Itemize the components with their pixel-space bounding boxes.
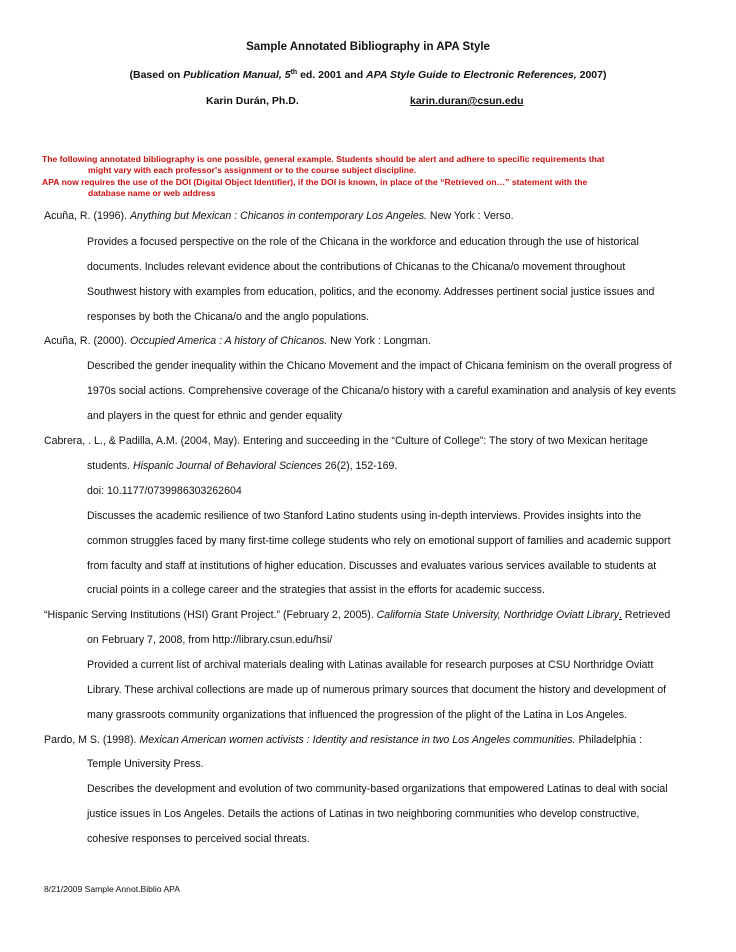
citation-line: Cabrera, . L., & Padilla, A.M. (2004, May). Entering and succeeding in the “Culture of College”: The story of two Mexican heritage bbox=[44, 435, 648, 447]
annotation-line: Discusses the academic resilience of two Stanford Latino students using in-depth interviews. Provides insights into the bbox=[87, 510, 642, 522]
annotation-line: responses by both the Chicana/o and the anglo populations. bbox=[87, 311, 370, 323]
citation-line bbox=[44, 734, 642, 747]
annotation-line: from faculty and staff at institutions of higher education. Discusses and evaluates various services available to students at bbox=[87, 560, 657, 572]
author-name: Karin Durán, Ph.D. bbox=[206, 95, 299, 107]
citation-title: Hispanic Journal of Behavioral Sciences bbox=[132, 460, 322, 472]
subtitle-middle: ed. 2001 and bbox=[297, 69, 367, 81]
page-footer: 8/21/2009 Sample Annot.Biblio APA bbox=[44, 884, 181, 894]
citation-line bbox=[87, 460, 397, 473]
citation-line: Temple University Press. bbox=[87, 758, 204, 770]
annotation-line: Southwest history with examples from education, politics, and the economy. Addresses pertinent social justice issues and bbox=[87, 286, 655, 298]
citation-line bbox=[44, 335, 431, 348]
subtitle-superscript: th bbox=[290, 69, 298, 76]
page-subtitle bbox=[0, 69, 736, 81]
notice-line: APA now requires the use of the DOI (Digital Object Identifier), if the DOI is known, in place of the “Retrieved on…” statement with the bbox=[42, 177, 588, 187]
subtitle-guide: APA Style Guide to Electronic References, bbox=[366, 69, 577, 81]
citation-text: Retrieved bbox=[621, 609, 671, 621]
annotation-line: many grassroots community organizations that influenced the progression of the plight of the Latina in Los Angeles. bbox=[87, 709, 628, 721]
annotation-line: justice issues in Los Angeles. Details the actions of Latinas in two neighboring communities who develop constructive, bbox=[87, 808, 640, 820]
citation-title: California State University, Northridge Oviatt Library bbox=[376, 609, 620, 621]
annotation-line: Describes the development and evolution of two community-based organizations that empowered Latinas to deal with social bbox=[87, 783, 668, 795]
author-email-link[interactable]: karin.duran@csun.edu bbox=[410, 95, 524, 107]
annotation-line: crucial points in a college career and the strategies that assist in the efforts for academic success. bbox=[87, 584, 545, 596]
annotation-line: 1970s social actions. Comprehensive coverage of the Chicana/o history with a careful examination and analysis of key events bbox=[87, 385, 676, 397]
citation-text: Acuña, R. (1996). bbox=[44, 210, 130, 222]
citation-text: “Hispanic Serving Institutions (HSI) Grant Project.” (February 2, 2005). bbox=[44, 609, 377, 621]
subtitle-prefix: (Based on bbox=[129, 69, 184, 81]
subtitle-manual: Publication Manual, 5 bbox=[183, 69, 291, 81]
notice-line-continued: database name or web address bbox=[88, 188, 216, 198]
citation-text: Pardo, M S. (1998). bbox=[44, 734, 140, 746]
citation-text: New York : Verso. bbox=[426, 210, 514, 222]
citation-line bbox=[44, 210, 514, 223]
notice-line: The following annotated bibliography is one possible, general example. Students should be alert and adhere to specific requirements that bbox=[42, 154, 605, 164]
citation-text: Philadelphia : bbox=[575, 734, 643, 746]
annotation-line: Provides a focused perspective on the role of the Chicana in the workforce and education through the use of historical bbox=[87, 236, 639, 248]
annotation-line: Library. These archival collections are made up of numerous primary sources that document the history and development of bbox=[87, 684, 667, 696]
citation-title: Occupied America : A history of Chicanos. bbox=[129, 335, 328, 347]
annotation-line: documents. Includes relevant evidence about the contributions of Chicanas to the Chicana/o movement throughout bbox=[87, 261, 626, 273]
citation-url: on February 7, 2008, from http://library.csun.edu/hsi/ bbox=[87, 634, 333, 646]
annotation-line: and players in the quest for ethnic and gender equality bbox=[87, 410, 343, 422]
citation-doi: doi: 10.1177/0739986303262604 bbox=[87, 485, 242, 497]
annotation-line: cohesive responses to perceived social threats. bbox=[87, 833, 310, 845]
notice-note-2 bbox=[42, 177, 702, 199]
page-title: Sample Annotated Bibliography in APA Style bbox=[246, 41, 490, 53]
citation-title: Mexican American women activists : Identity and resistance in two Los Angeles communities. bbox=[139, 734, 576, 746]
annotation-line: Provided a current list of archival materials dealing with Latinas available for research purposes at CSU Northridge Oviatt bbox=[87, 659, 654, 671]
citation-text: Acuña, R. (2000). bbox=[44, 335, 130, 347]
citation-title: Anything but Mexican : Chicanos in contemporary Los Angeles. bbox=[129, 210, 427, 222]
annotation-line: Described the gender inequality within the Chicano Movement and the impact of Chicana feminism on the overall progress of bbox=[87, 360, 672, 372]
subtitle-suffix: 2007) bbox=[576, 69, 607, 81]
citation-text: 26(2), 152-169. bbox=[321, 460, 398, 472]
annotation-line: common struggles faced by many first-time college students who rely on emotional support of families and academic support bbox=[87, 535, 671, 547]
citation-line bbox=[44, 609, 670, 622]
citation-text: New York : Longman. bbox=[327, 335, 431, 347]
notice-note-1 bbox=[42, 154, 702, 176]
citation-punct: . bbox=[619, 609, 622, 621]
notice-line-continued: might vary with each professor's assignment or to the course subject discipline. bbox=[88, 165, 417, 175]
citation-text: students. bbox=[87, 460, 133, 472]
